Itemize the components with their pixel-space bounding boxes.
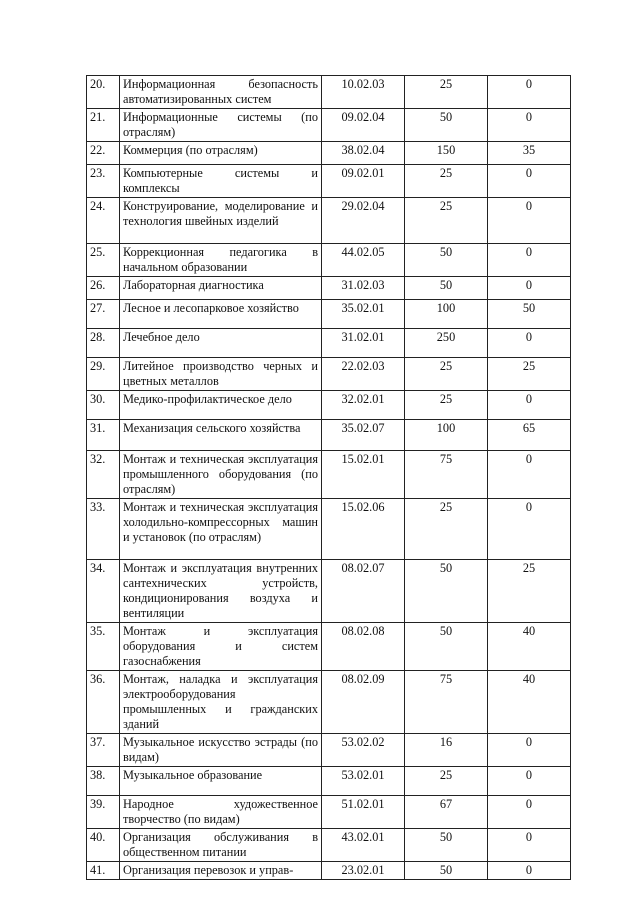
specialty-code: 08.02.07: [322, 560, 405, 623]
specialty-code: 22.02.03: [322, 358, 405, 391]
specialty-code: 15.02.01: [322, 451, 405, 499]
specialty-code: 32.02.01: [322, 391, 405, 420]
row-number: 34.: [87, 560, 120, 623]
specialty-code: 08.02.09: [322, 671, 405, 734]
specialty-code: 10.02.03: [322, 76, 405, 109]
specialty-code: 15.02.06: [322, 499, 405, 560]
paid-admission-count: 0: [488, 277, 571, 300]
table-row: [87, 420, 571, 451]
paid-admission-count: 35: [488, 142, 571, 165]
admission-count: 67: [405, 796, 488, 829]
admission-count: 25: [405, 165, 488, 198]
specialty-code: 53.02.02: [322, 734, 405, 767]
row-number: 35.: [87, 623, 120, 671]
specialty-name: Конструирование, моделирование и технология швейных изделий: [120, 198, 322, 244]
admission-count: 25: [405, 391, 488, 420]
specialty-name: Механизация сельского хозяйства: [120, 420, 322, 451]
table-row: [87, 560, 571, 623]
specialty-code: 35.02.07: [322, 420, 405, 451]
specialty-name: Коммерция (по отраслям): [120, 142, 322, 165]
row-number: 27.: [87, 300, 120, 329]
row-number: 28.: [87, 329, 120, 358]
specialty-name: Коррекционная педагогика в начальном образовании: [120, 244, 322, 277]
table-row: [87, 391, 571, 420]
specialty-name: Лесное и лесопарковое хозяйство: [120, 300, 322, 329]
specialty-name: Компьютерные системы и комплексы: [120, 165, 322, 198]
row-number: 33.: [87, 499, 120, 560]
table-row: [87, 76, 571, 109]
table-row: [87, 671, 571, 734]
specialty-code: 44.02.05: [322, 244, 405, 277]
table-row: [87, 862, 571, 880]
row-number: 39.: [87, 796, 120, 829]
specialty-name: Народное художественное творчество (по видам): [120, 796, 322, 829]
specialty-code: 31.02.03: [322, 277, 405, 300]
specialty-name: Монтаж, наладка и эксплуатация электрооборудования промышленных и гражданских зданий: [120, 671, 322, 734]
specialty-name: Лабораторная диагностика: [120, 277, 322, 300]
admission-count: 50: [405, 109, 488, 142]
row-number: 26.: [87, 277, 120, 300]
paid-admission-count: 0: [488, 451, 571, 499]
specialty-name: Медико-профилактическое дело: [120, 391, 322, 420]
row-number: 25.: [87, 244, 120, 277]
table-row: [87, 358, 571, 391]
paid-admission-count: 0: [488, 76, 571, 109]
paid-admission-count: 0: [488, 109, 571, 142]
admission-count: 50: [405, 277, 488, 300]
paid-admission-count: 0: [488, 734, 571, 767]
specialty-code: 08.02.08: [322, 623, 405, 671]
table-row: [87, 796, 571, 829]
specialty-name: Лечебное дело: [120, 329, 322, 358]
paid-admission-count: 0: [488, 829, 571, 862]
specialty-code: 09.02.04: [322, 109, 405, 142]
table-row: [87, 142, 571, 165]
admission-count: 25: [405, 76, 488, 109]
paid-admission-count: 40: [488, 623, 571, 671]
paid-admission-count: 0: [488, 796, 571, 829]
row-number: 30.: [87, 391, 120, 420]
admission-count: 25: [405, 499, 488, 560]
paid-admission-count: 65: [488, 420, 571, 451]
table-row: [87, 300, 571, 329]
table-row: [87, 244, 571, 277]
specialty-name: Монтаж и техническая эксплуатация холодильно-компрессорных машин и установок (по отраслям): [120, 499, 322, 560]
paid-admission-count: 0: [488, 767, 571, 796]
specialty-code: 51.02.01: [322, 796, 405, 829]
paid-admission-count: 0: [488, 165, 571, 198]
specialty-name: Монтаж и техническая эксплуатация промышленного оборудования (по отраслям): [120, 451, 322, 499]
specialty-name: Монтаж и эксплуатация внутренних сантехнических устройств, кондиционирования воздуха и вентиляции: [120, 560, 322, 623]
specialty-code: 53.02.01: [322, 767, 405, 796]
paid-admission-count: 0: [488, 499, 571, 560]
table-row: [87, 277, 571, 300]
table-row: [87, 109, 571, 142]
admission-count: 100: [405, 420, 488, 451]
admission-count: 16: [405, 734, 488, 767]
row-number: 22.: [87, 142, 120, 165]
row-number: 32.: [87, 451, 120, 499]
paid-admission-count: 25: [488, 358, 571, 391]
row-number: 36.: [87, 671, 120, 734]
specialty-name: Информационная безопасность автоматизированных систем: [120, 76, 322, 109]
row-number: 41.: [87, 862, 120, 880]
admission-count: 50: [405, 862, 488, 880]
admission-count: 25: [405, 358, 488, 391]
table-row: [87, 165, 571, 198]
row-number: 40.: [87, 829, 120, 862]
admission-count: 150: [405, 142, 488, 165]
table-row: [87, 198, 571, 244]
specialty-code: 38.02.04: [322, 142, 405, 165]
table-row: [87, 829, 571, 862]
row-number: 20.: [87, 76, 120, 109]
specialties-table: [86, 75, 571, 880]
admission-count: 50: [405, 623, 488, 671]
specialty-code: 29.02.04: [322, 198, 405, 244]
specialty-code: 35.02.01: [322, 300, 405, 329]
row-number: 23.: [87, 165, 120, 198]
paid-admission-count: 25: [488, 560, 571, 623]
row-number: 38.: [87, 767, 120, 796]
admission-count: 75: [405, 671, 488, 734]
row-number: 21.: [87, 109, 120, 142]
row-number: 24.: [87, 198, 120, 244]
paid-admission-count: 0: [488, 198, 571, 244]
specialty-name: Организация обслуживания в общественном питании: [120, 829, 322, 862]
admission-count: 25: [405, 767, 488, 796]
paid-admission-count: 0: [488, 329, 571, 358]
table-row: [87, 329, 571, 358]
row-number: 29.: [87, 358, 120, 391]
paid-admission-count: 40: [488, 671, 571, 734]
specialty-name: Музыкальное искусство эстрады (по видам): [120, 734, 322, 767]
row-number: 31.: [87, 420, 120, 451]
table-row: [87, 623, 571, 671]
admission-count: 100: [405, 300, 488, 329]
admission-count: 250: [405, 329, 488, 358]
paid-admission-count: 50: [488, 300, 571, 329]
paid-admission-count: 0: [488, 862, 571, 880]
admission-count: 50: [405, 244, 488, 277]
specialty-code: 23.02.01: [322, 862, 405, 880]
admission-count: 25: [405, 198, 488, 244]
row-number: 37.: [87, 734, 120, 767]
specialty-code: 31.02.01: [322, 329, 405, 358]
specialty-name: Информационные системы (по отраслям): [120, 109, 322, 142]
specialties-table-body: [87, 76, 571, 880]
table-row: [87, 499, 571, 560]
specialty-name: Организация перевозок и управ-: [120, 862, 322, 880]
specialty-name: Музыкальное образование: [120, 767, 322, 796]
paid-admission-count: 0: [488, 244, 571, 277]
specialty-name: Монтаж и эксплуатация оборудования и систем газоснабжения: [120, 623, 322, 671]
table-row: [87, 734, 571, 767]
specialty-name: Литейное производство черных и цветных металлов: [120, 358, 322, 391]
admission-count: 75: [405, 451, 488, 499]
paid-admission-count: 0: [488, 391, 571, 420]
specialty-code: 09.02.01: [322, 165, 405, 198]
admission-count: 50: [405, 829, 488, 862]
admission-count: 50: [405, 560, 488, 623]
table-row: [87, 767, 571, 796]
specialty-code: 43.02.01: [322, 829, 405, 862]
table-row: [87, 451, 571, 499]
